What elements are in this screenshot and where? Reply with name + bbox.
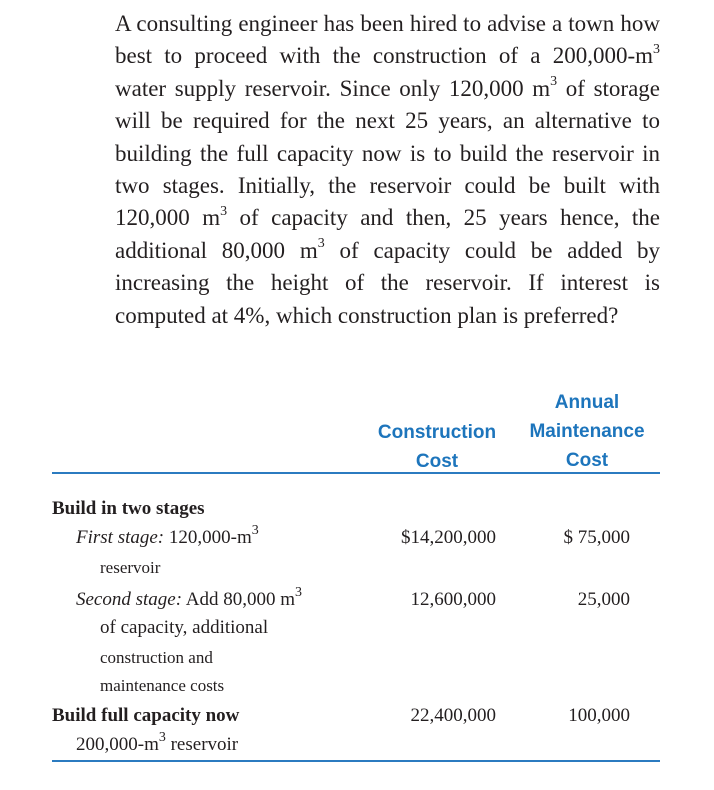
second-stage-desc-3: maintenance costs <box>100 676 225 695</box>
problem-text: A consulting engineer has been hired to advise a town how best to proceed with the construction of a $200,000-m^3$ water supply reservoir. Since only 120,000 $m^3$ of storage will be required for the next 25 years, an alternative to building the full capacity now is to build the reservoir in two stages. Initially, the reservoir could be built with 120,000 $m^3$ of capacity and then, 25 years hence, the additional 80,000 $m^3$ of capacity could be added by increasing the height of the reservoir. If interest is computed at 4%, which construction plan is preferred? <box>115 11 661 328</box>
first-stage-label: First stage: $120,000-m^3$ <box>76 522 259 548</box>
full-capacity-construction-cost: 22,400,000 <box>410 705 496 726</box>
second-stage-label: Second stage: Add 80,000 $m^3$ <box>76 584 303 610</box>
table-top-rule <box>52 472 660 474</box>
second-stage-construction-cost: 12,600,000 <box>410 589 496 610</box>
second-stage-maintenance-cost: 25,000 <box>577 589 630 610</box>
first-stage-construction-cost: $14,200,000 <box>401 527 496 548</box>
second-stage-desc-1: of capacity, additional <box>100 617 269 638</box>
second-stage-desc-2: construction and <box>100 648 213 667</box>
header-annual-maintenance-cost: Annual Maintenance Cost <box>529 392 645 471</box>
full-capacity-title: Build full capacity now <box>52 705 240 726</box>
full-capacity-desc: $200,000-m^3$ reservoir <box>76 729 239 755</box>
first-stage-desc: reservoir <box>100 558 161 577</box>
table-bottom-rule <box>52 760 660 762</box>
two-stages-title: Build in two stages <box>52 498 205 519</box>
header-construction-cost: Construction Cost <box>377 422 497 472</box>
first-stage-maintenance-cost: $ 75,000 <box>563 527 630 548</box>
problem-statement <box>115 8 660 332</box>
full-capacity-maintenance-cost: 100,000 <box>568 705 630 726</box>
